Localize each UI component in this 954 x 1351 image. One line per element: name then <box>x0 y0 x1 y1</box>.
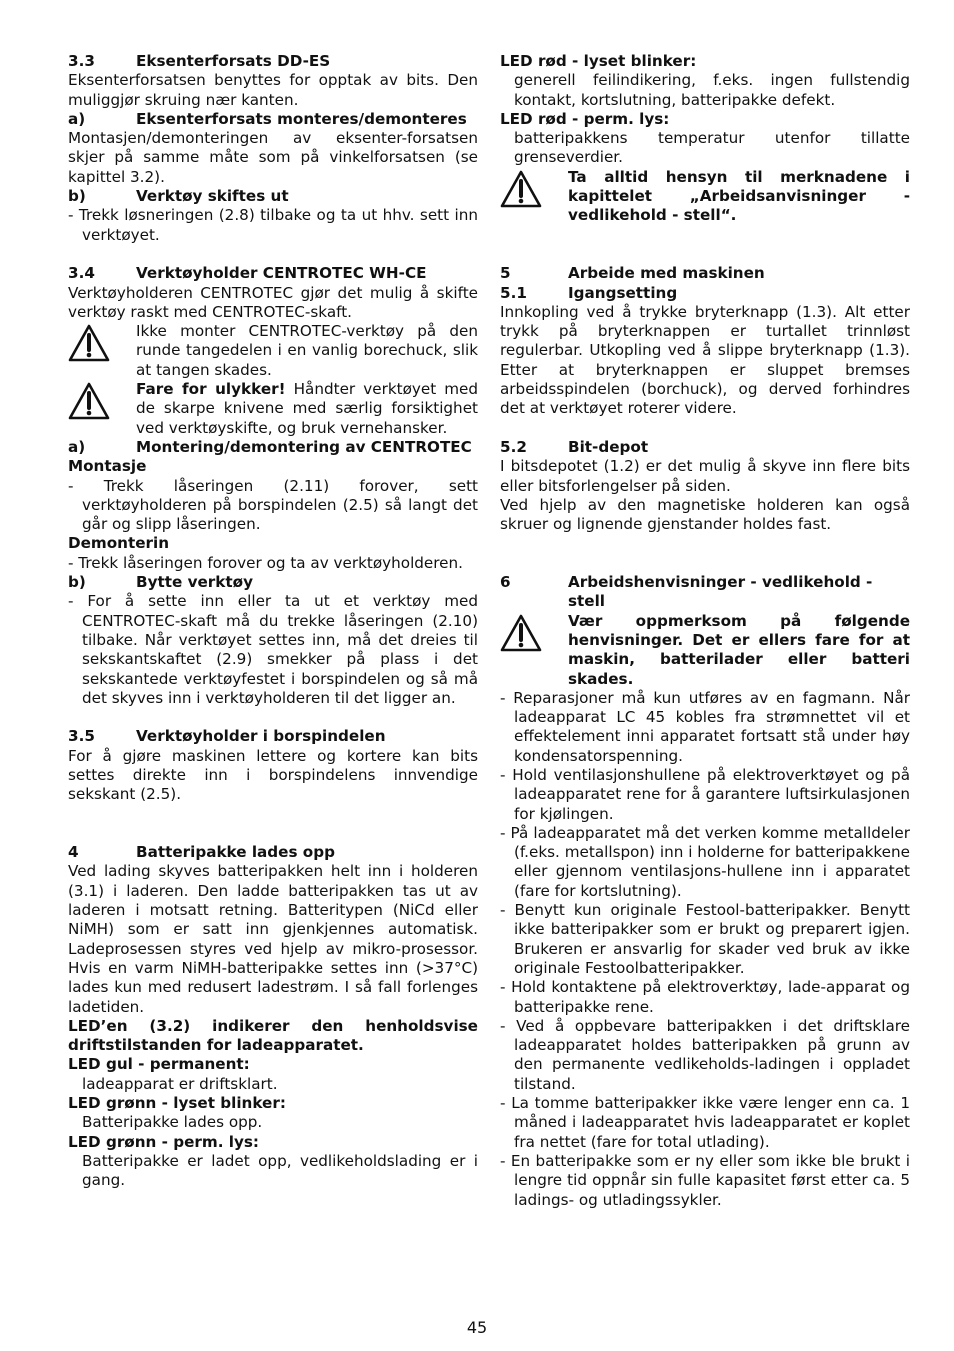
section-title: Bit-depot <box>568 437 649 456</box>
paragraph: Ved hjelp av den magnetiske holderen kan også skruer og lignende gjenstander holdes fast. <box>500 495 910 534</box>
warning-text <box>136 380 478 438</box>
section-3-5-heading <box>68 727 478 746</box>
list-item: - Benytt kun originale Festool-batteripakker. Benytt ikke batteripakker som er brukt og preparert igjen. Brukeren er ansvarlig for skader ved bruk av ikke originale Festoolbatteripakker. <box>500 901 910 977</box>
section-5-2-heading <box>500 438 910 457</box>
section-number: 6 <box>500 573 511 592</box>
warning-bold: Fare for ulykker! <box>136 380 286 399</box>
section-3-3-heading <box>68 52 478 71</box>
page-number: 45 <box>466 1318 488 1337</box>
section-number: 3.5 <box>68 727 95 746</box>
warning-block <box>500 168 910 226</box>
section-number: 5.1 <box>500 283 527 302</box>
warning-triangle-icon <box>68 380 136 438</box>
section-title: Verktøyholder CENTROTEC WH-CE <box>136 264 427 283</box>
section-number: 3.3 <box>68 52 95 70</box>
led-text: batteripakkens temperatur utenfor tillatte grenseverdier. <box>514 129 910 167</box>
paragraph: For å gjøre maskinen lettere og kortere kan bits settes direkte inn i borspindelens innvendige sekskant (2.5). <box>68 746 478 804</box>
subsection-letter: a) <box>68 437 86 456</box>
subsection-letter: b) <box>68 573 86 592</box>
list-item: - Ved å oppbevare batteripakken i det driftsklare ladeapparatet holdes batteripakken på grunn av den permanente vedlikeholds-ladingen i oppladet tilstand. <box>500 1016 910 1093</box>
section-title: Igangsetting <box>568 283 678 302</box>
subsection-letter: b) <box>68 187 86 206</box>
led-label: LED rød - perm. lys: <box>500 109 670 128</box>
paragraph: Montasjen/demonteringen av eksenter-forsatsen skjer på samme måte som på vinkelforsatsen (se kapittel 3.2). <box>68 129 478 186</box>
section-title: Verktøyholder i borspindelen <box>136 727 386 746</box>
section-title: Arbeidshenvisninger - vedlikehold - stell <box>568 573 873 611</box>
subsection-title: Bytte verktøy <box>136 573 253 592</box>
led-label: LED grønn - perm. lys: <box>68 1132 260 1151</box>
section-3-4-heading <box>68 264 478 283</box>
section-title: Arbeide med maskinen <box>568 264 765 283</box>
list-item: - Hold ventilasjonshullene på elektroverktøyet og på ladeapparatet rene for å garantere luftsirkulasjonen for kjølingen. <box>500 765 910 823</box>
led-text: ladeapparat er driftsklart. <box>82 1074 278 1093</box>
led-label: LED gul - permanent: <box>68 1055 250 1074</box>
led-text: Batteripakke er ladet opp, vedlikeholdslading er i gang. <box>82 1151 478 1190</box>
paragraph: Ved lading skyves batteripakken helt inn i holderen (3.1) i laderen. Den ladde batteripakken tas ut av laderen i motsatt retning. Batteritypen (NiCd eller NiMH) som er satt inn gjenkjennes automatisk. Ladeprosessen styres ved hjelp av mikro-prosessor. Hvis en varm NiMH-batteripakke settes inn (>37°C) lades kun med redusert ladestrøm. I så fall forlenges ladetiden. <box>68 862 478 1016</box>
list-item: - Reparasjoner må kun utføres av en fagmann. Når ladeapparat LC 45 kobles fra strømnettet vil et effektelement inni apparatet fortsatt stå under høy kondensatorspenning. <box>500 688 910 765</box>
list-item: - Trekk låseringen (2.11) forover, sett verktøyholderen på borspindelen (2.5) så langt det går og slipp låseringen. <box>68 476 478 534</box>
warning-text: Vær oppmerksom på følgende henvisninger. Det er ellers fare for at maskin, batterilader eller batteri skades. <box>568 611 910 688</box>
bold-paragraph: LED’en (3.2) indikerer den henholdsvise driftstilstanden for ladeapparatet. <box>68 1016 478 1055</box>
warning-triangle-icon <box>500 612 568 689</box>
warning-block <box>68 380 478 438</box>
list-item: - Trekk løsneringen (2.8) tilbake og ta ut hhv. sett inn verktøyet. <box>68 206 478 244</box>
left-column <box>68 52 478 1191</box>
subsection-a-heading <box>68 438 478 457</box>
warning-text: Ta alltid hensyn til merknadene i kapittelet „Arbeidsanvisninger - vedlikehold - stell“. <box>568 167 910 225</box>
led-text: generell feilindikering, f.eks. ingen fullstendig kontakt, kortslutning, batteripakke defekt. <box>514 71 910 109</box>
subsection-b-heading <box>68 187 478 206</box>
section-number: 4 <box>68 843 79 862</box>
led-text: Batteripakke lades opp. <box>82 1113 263 1132</box>
led-label: LED rød - lyset blinker: <box>500 52 697 70</box>
subheading: Demonterin <box>68 534 170 553</box>
warning-text: Ikke monter CENTROTEC-verktøy på den runde tangedelen i en vanlig borechuck, slik at tangen skades. <box>136 322 478 379</box>
list-item: - La tomme batteripakker ikke være lenger enn ca. 1 måned i ladeapparatet hvis ladeapparatet er koplet fra nettet (fare for total utlading). <box>500 1094 910 1151</box>
paragraph: Eksenterforsatsen benyttes for opptak av bits. Den muliggjør skruing nær kanten. <box>68 71 478 109</box>
subsection-title: Eksenterforsats monteres/demonteres <box>136 109 467 128</box>
led-label: LED grønn - lyset blinker: <box>68 1094 286 1113</box>
section-number: 5.2 <box>500 437 527 456</box>
warning-block <box>68 322 478 380</box>
warning-rest: Håndter verktøyet med de skarpe knivene med særlig forsiktighet ved verktøyskifte, og bruk vernehansker. <box>136 380 479 437</box>
section-4-heading <box>68 843 478 862</box>
warning-triangle-icon <box>500 168 568 226</box>
subsection-a-heading <box>68 110 478 129</box>
right-column <box>500 52 910 1210</box>
list-item: - En batteripakke som er ny eller som ikke ble brukt i lengre tid oppnår sin fulle kapasitet først etter ca. 5 ladings- og utladingssykler. <box>500 1151 910 1209</box>
list-item: - For å sette inn eller ta ut et verktøy med CENTROTEC-skaft må du trekke låseringen (2.10) tilbake. Når verktøyet settes inn, må det dreies til sekskantskaftet (2.9) smekker på plass i det sekskantede verktøyfestet i borspindelen og så må det skyves inn i verktøyholderen til det ligger an. <box>68 592 478 707</box>
list-item: - På ladeapparatet må det verken komme metalldeler (f.eks. metallspon) inn i holderne for batteripakkene eller gjennom ventilasjons-hullene inn i apparatet (fare for kortslutning). <box>500 823 910 900</box>
list-item: - Trekk låseringen forover og ta av verktøyholderen. <box>68 553 463 572</box>
section-6-heading <box>500 573 910 612</box>
warning-block <box>500 612 910 689</box>
subsection-b-heading <box>68 573 478 592</box>
section-5-heading <box>500 264 910 283</box>
subheading: Montasje <box>68 457 147 476</box>
section-number: 5 <box>500 264 511 283</box>
subsection-title: Montering/demontering av CENTROTEC <box>136 437 472 456</box>
subsection-letter: a) <box>68 109 86 128</box>
section-title: Eksenterforsats DD-ES <box>136 52 331 70</box>
section-5-1-heading <box>500 284 910 303</box>
section-number: 3.4 <box>68 264 95 283</box>
paragraph: Verktøyholderen CENTROTEC gjør det mulig å skifte verktøy raskt med CENTROTEC-skaft. <box>68 283 478 321</box>
paragraph: I bitsdepotet (1.2) er det mulig å skyve inn flere bits eller bitsforlengelser på siden. <box>500 457 910 495</box>
paragraph: Innkopling ved å trykke bryterknapp (1.3). Alt etter trykk på bryterknappen er turtallet trinnløst regulerbar. Utkopling ved å slippe bryterknapp (1.3). Etter at bryterknappen er sluppet bremses arbeidsspindelen (borchuck), og derved forhindres det at verktøyet roterer videre. <box>500 302 910 418</box>
subsection-title: Verktøy skiftes ut <box>136 187 289 206</box>
warning-triangle-icon <box>68 322 136 380</box>
list-item: - Hold kontaktene på elektroverktøy, lade-apparat og batteripakke rene. <box>500 978 910 1016</box>
section-title: Batteripakke lades opp <box>136 843 335 862</box>
